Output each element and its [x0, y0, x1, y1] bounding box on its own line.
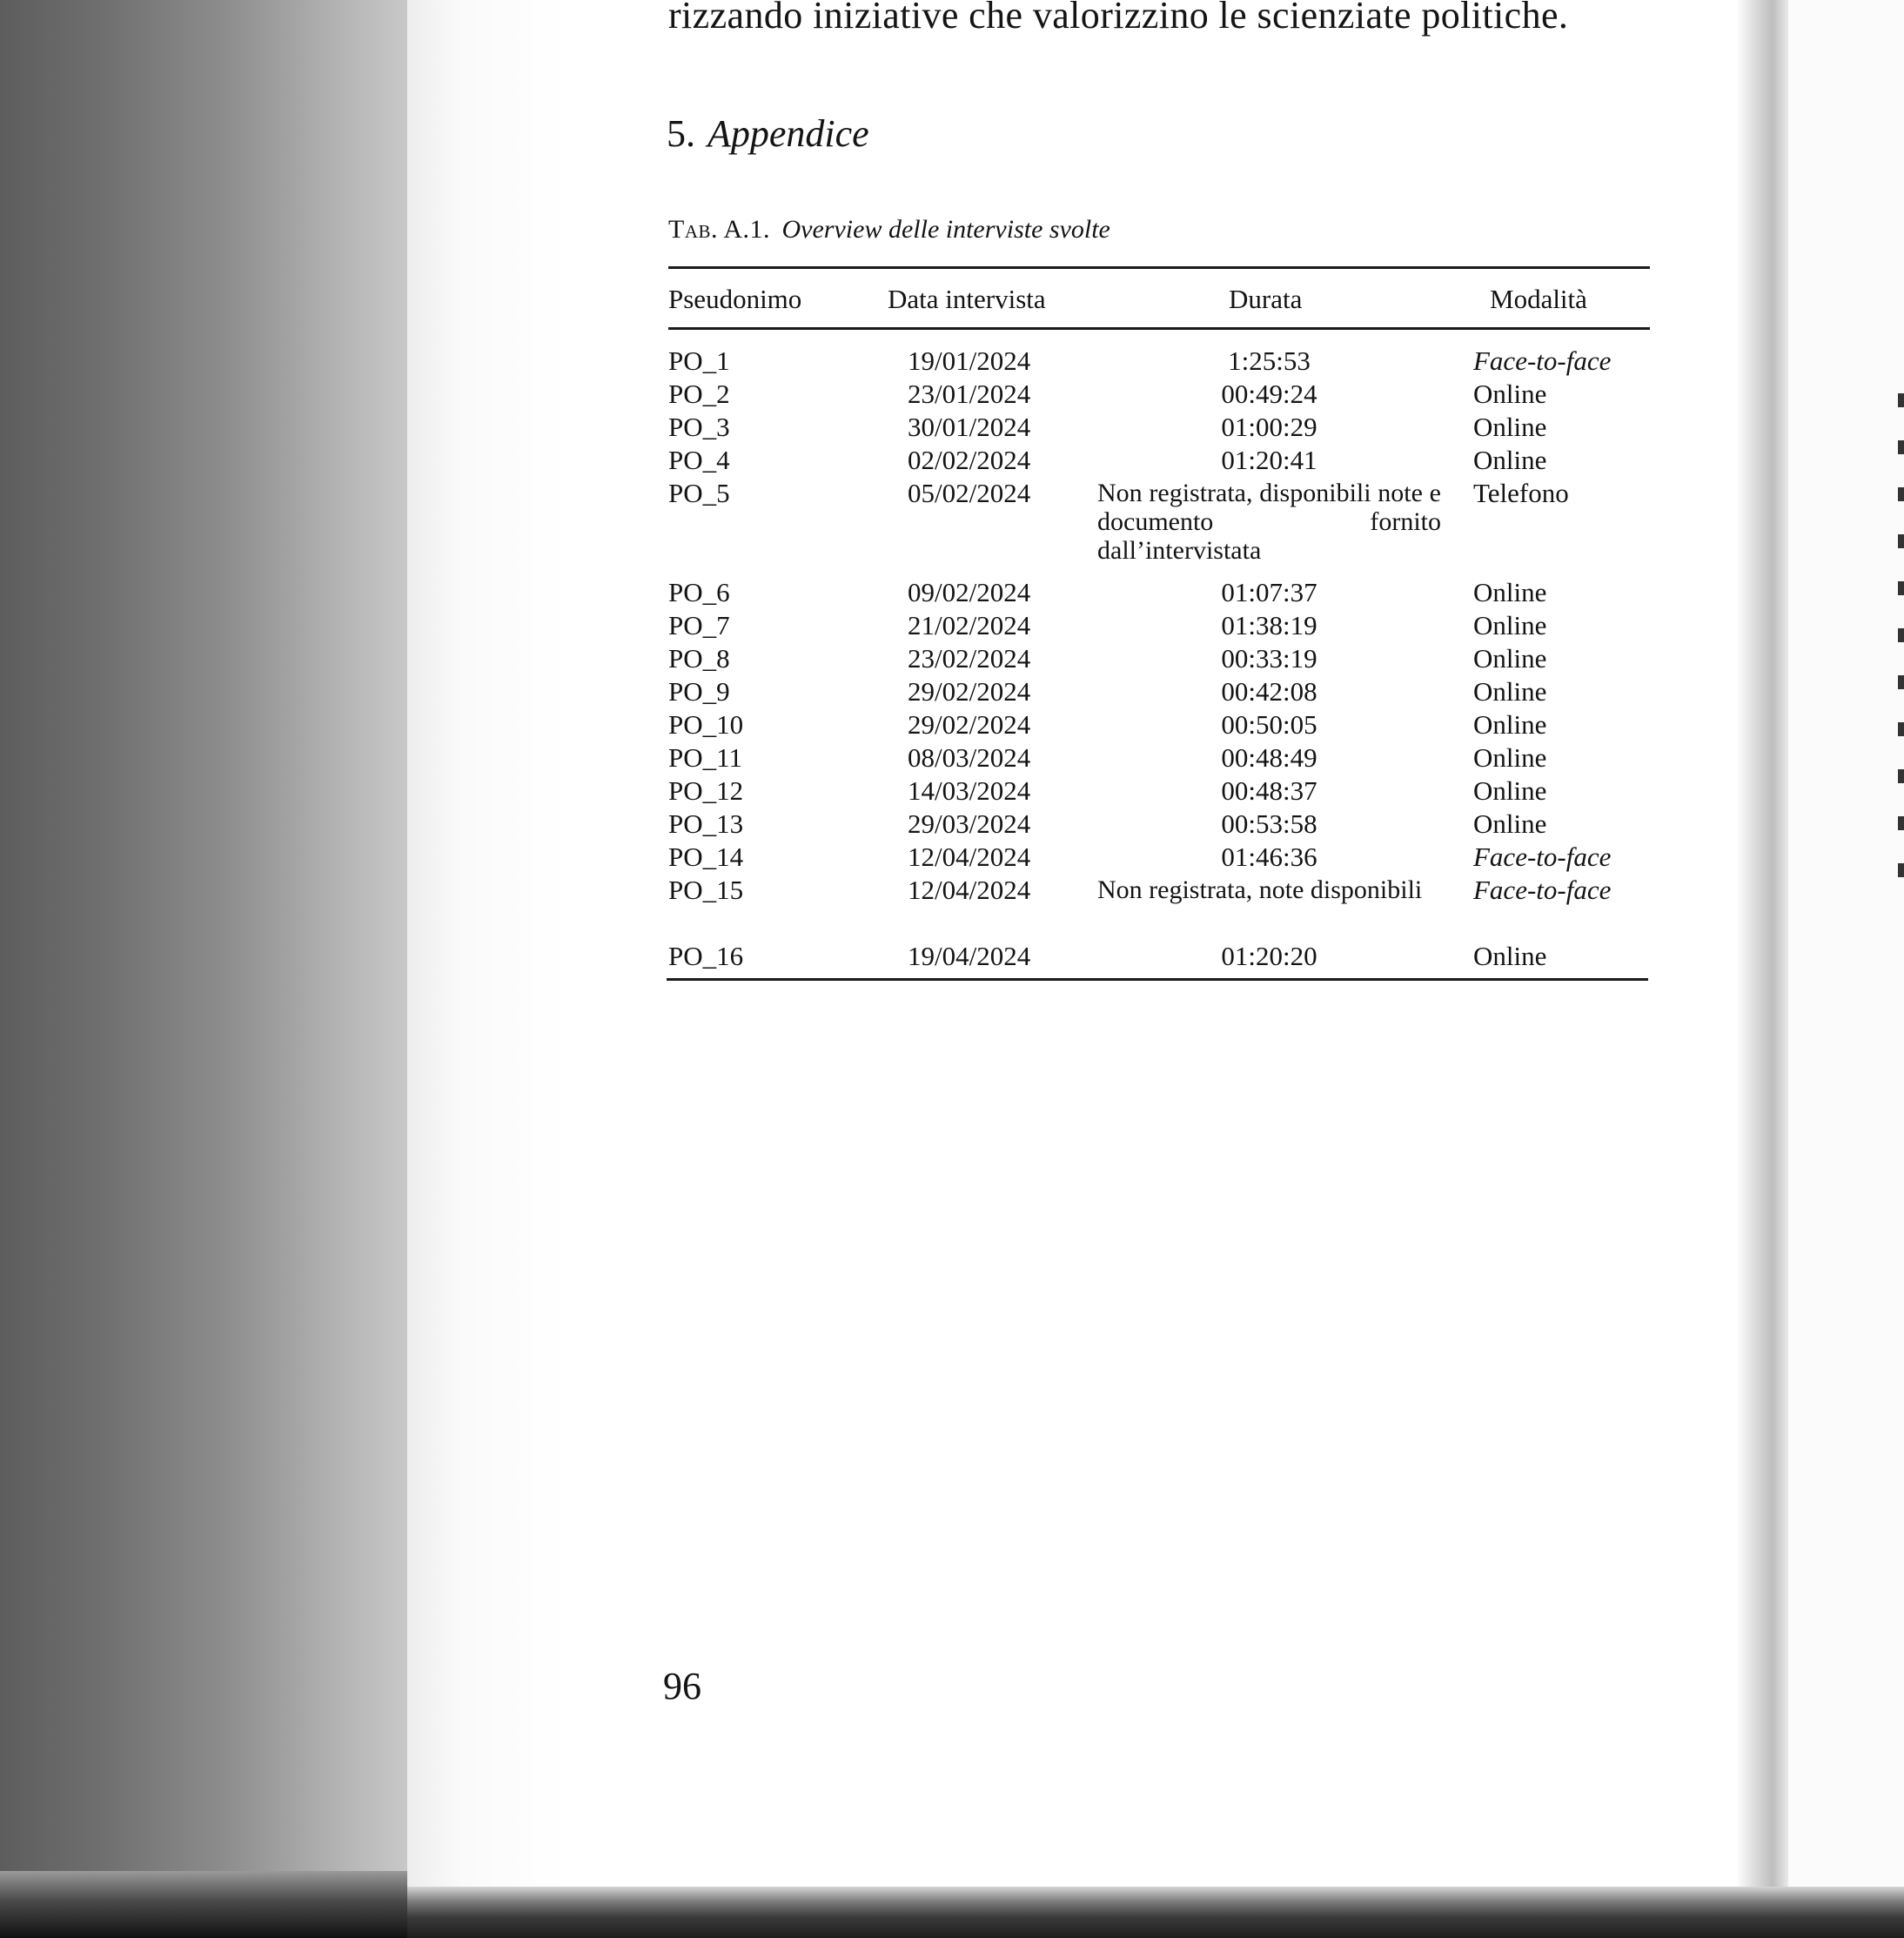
book-spine-bottom-shadow: [0, 1871, 409, 1938]
cell-data-intervista: 30/01/2024: [908, 412, 1031, 442]
cell-pseudonimo: PO_3: [668, 412, 730, 442]
cell-pseudonimo: PO_13: [668, 808, 744, 839]
page-bottom-edge-shadow: [407, 1887, 1904, 1938]
cell-pseudonimo: PO_10: [668, 709, 744, 740]
table-row: [668, 677, 1650, 710]
cell-data-intervista: 08/03/2024: [908, 742, 1031, 773]
cell-modalita: Online: [1473, 610, 1547, 640]
table-row: [668, 842, 1650, 875]
section-title: Appendice: [707, 112, 869, 155]
cell-pseudonimo: PO_9: [668, 676, 730, 707]
cell-durata: 01:20:41: [1221, 445, 1317, 475]
cell-data-intervista: 05/02/2024: [908, 478, 1031, 508]
facing-page-text-fragment: [1898, 675, 1904, 689]
cell-data-intervista: 14/03/2024: [908, 775, 1031, 806]
table-row: [668, 446, 1650, 479]
facing-page-text-fragment: [1898, 628, 1904, 642]
cell-modalita: Online: [1473, 742, 1547, 773]
section-heading: [667, 111, 869, 156]
table-row: [668, 743, 1650, 776]
cell-data-intervista: 29/02/2024: [908, 676, 1031, 707]
cell-pseudonimo: PO_6: [668, 577, 730, 607]
cell-pseudonimo: PO_16: [668, 941, 744, 971]
cell-modalita: Online: [1473, 676, 1547, 707]
cell-durata: 01:46:36: [1221, 842, 1317, 872]
cell-data-intervista: 21/02/2024: [908, 610, 1031, 640]
facing-page-text-fragment: [1898, 722, 1904, 736]
cell-durata-note: Non registrata, note disponibili: [1097, 875, 1423, 904]
cell-durata: 1:25:53: [1228, 345, 1311, 376]
facing-page-text-fragment: [1898, 581, 1904, 595]
cell-pseudonimo: PO_2: [668, 379, 730, 409]
table-row: [668, 578, 1650, 611]
table-row: [668, 875, 1650, 942]
facing-page-text-fragment: [1898, 863, 1904, 877]
cell-modalita: Face-to-face: [1473, 345, 1612, 376]
cell-durata: 01:20:20: [1221, 941, 1317, 971]
cell-modalita: Telefono: [1473, 478, 1569, 508]
table-row: [668, 412, 1650, 446]
table-row: [668, 942, 1650, 975]
table-caption-text: Overview delle interviste svolte: [781, 215, 1110, 244]
column-header-data-intervista: Data intervista: [888, 284, 1046, 314]
table-bottom-rule: [667, 978, 1648, 981]
cell-pseudonimo: PO_8: [668, 643, 730, 674]
cell-durata: 00:48:37: [1221, 775, 1317, 806]
cell-durata: 00:33:19: [1221, 643, 1317, 674]
cell-data-intervista: 09/02/2024: [908, 577, 1031, 607]
cell-data-intervista: 12/04/2024: [908, 875, 1031, 905]
facing-page-edge: [1788, 0, 1904, 1904]
page-gutter-shadow: [1736, 0, 1788, 1904]
table-row: [668, 710, 1650, 743]
facing-page-text-fragment: [1898, 534, 1904, 548]
cell-durata-note: Non registrata, disponibili note e documento fornito dall’intervistata: [1097, 479, 1441, 565]
cell-data-intervista: 23/01/2024: [908, 379, 1031, 409]
book-spine-shadow: [0, 0, 409, 1938]
cell-modalita: Online: [1473, 577, 1547, 607]
cell-durata: 01:00:29: [1221, 412, 1317, 442]
body-text-line: rizzando iniziative che valorizzino le scienziate politiche.: [668, 0, 1569, 37]
column-header-durata: Durata: [1229, 284, 1303, 314]
section-number: 5.: [667, 112, 695, 155]
cell-modalita: Online: [1473, 445, 1547, 475]
cell-data-intervista: 12/04/2024: [908, 842, 1031, 872]
cell-modalita: Face-to-face: [1473, 842, 1612, 872]
cell-modalita: Online: [1473, 808, 1547, 839]
facing-page-text-fragment: [1898, 440, 1904, 454]
table-caption: [668, 215, 1110, 245]
cell-modalita: Online: [1473, 643, 1547, 674]
cell-modalita: Online: [1473, 709, 1547, 740]
cell-data-intervista: 29/02/2024: [908, 709, 1031, 740]
cell-data-intervista: 23/02/2024: [908, 643, 1031, 674]
facing-page-text-fragment: [1898, 487, 1904, 501]
facing-page-text-fragment: [1898, 816, 1904, 830]
cell-data-intervista: 19/01/2024: [908, 345, 1031, 376]
cell-durata: 00:50:05: [1221, 709, 1317, 740]
table-header-rule: [668, 327, 1650, 330]
table-caption-label: Tab. A.1.: [668, 215, 771, 244]
cell-durata: 01:07:37: [1221, 577, 1317, 607]
cell-pseudonimo: PO_12: [668, 775, 744, 806]
column-header-pseudonimo: Pseudonimo: [668, 284, 802, 314]
interview-table-body: [668, 346, 1650, 975]
cell-data-intervista: 19/04/2024: [908, 941, 1031, 971]
table-row: [668, 809, 1650, 842]
table-row: [668, 479, 1650, 578]
cell-durata: 00:48:49: [1221, 742, 1317, 773]
column-header-modalita: Modalità: [1490, 284, 1587, 314]
cell-durata: 00:49:24: [1221, 379, 1317, 409]
cell-durata: 00:42:08: [1221, 676, 1317, 707]
table-row: [668, 776, 1650, 809]
cell-durata: 01:38:19: [1221, 610, 1317, 640]
cell-data-intervista: 02/02/2024: [908, 445, 1031, 475]
cell-pseudonimo: PO_14: [668, 842, 744, 872]
cell-pseudonimo: PO_1: [668, 345, 730, 376]
cell-modalita: Online: [1473, 412, 1547, 442]
cell-modalita: Online: [1473, 379, 1547, 409]
cell-pseudonimo: PO_11: [668, 742, 742, 773]
page-number: 96: [663, 1665, 701, 1707]
cell-data-intervista: 29/03/2024: [908, 808, 1031, 839]
table-top-rule: [668, 266, 1650, 269]
table-row: [668, 346, 1650, 379]
cell-pseudonimo: PO_4: [668, 445, 730, 475]
facing-page-text-fragment: [1898, 769, 1904, 783]
table-row: [668, 379, 1650, 412]
table-row: [668, 611, 1650, 644]
cell-pseudonimo: PO_7: [668, 610, 730, 640]
cell-modalita: Face-to-face: [1473, 875, 1612, 905]
cell-modalita: Online: [1473, 941, 1547, 971]
table-row: [668, 644, 1650, 677]
cell-modalita: Online: [1473, 775, 1547, 806]
cell-durata: 00:53:58: [1221, 808, 1317, 839]
facing-page-text-fragment: [1898, 393, 1904, 407]
cell-pseudonimo: PO_15: [668, 875, 744, 905]
cell-pseudonimo: PO_5: [668, 478, 730, 508]
